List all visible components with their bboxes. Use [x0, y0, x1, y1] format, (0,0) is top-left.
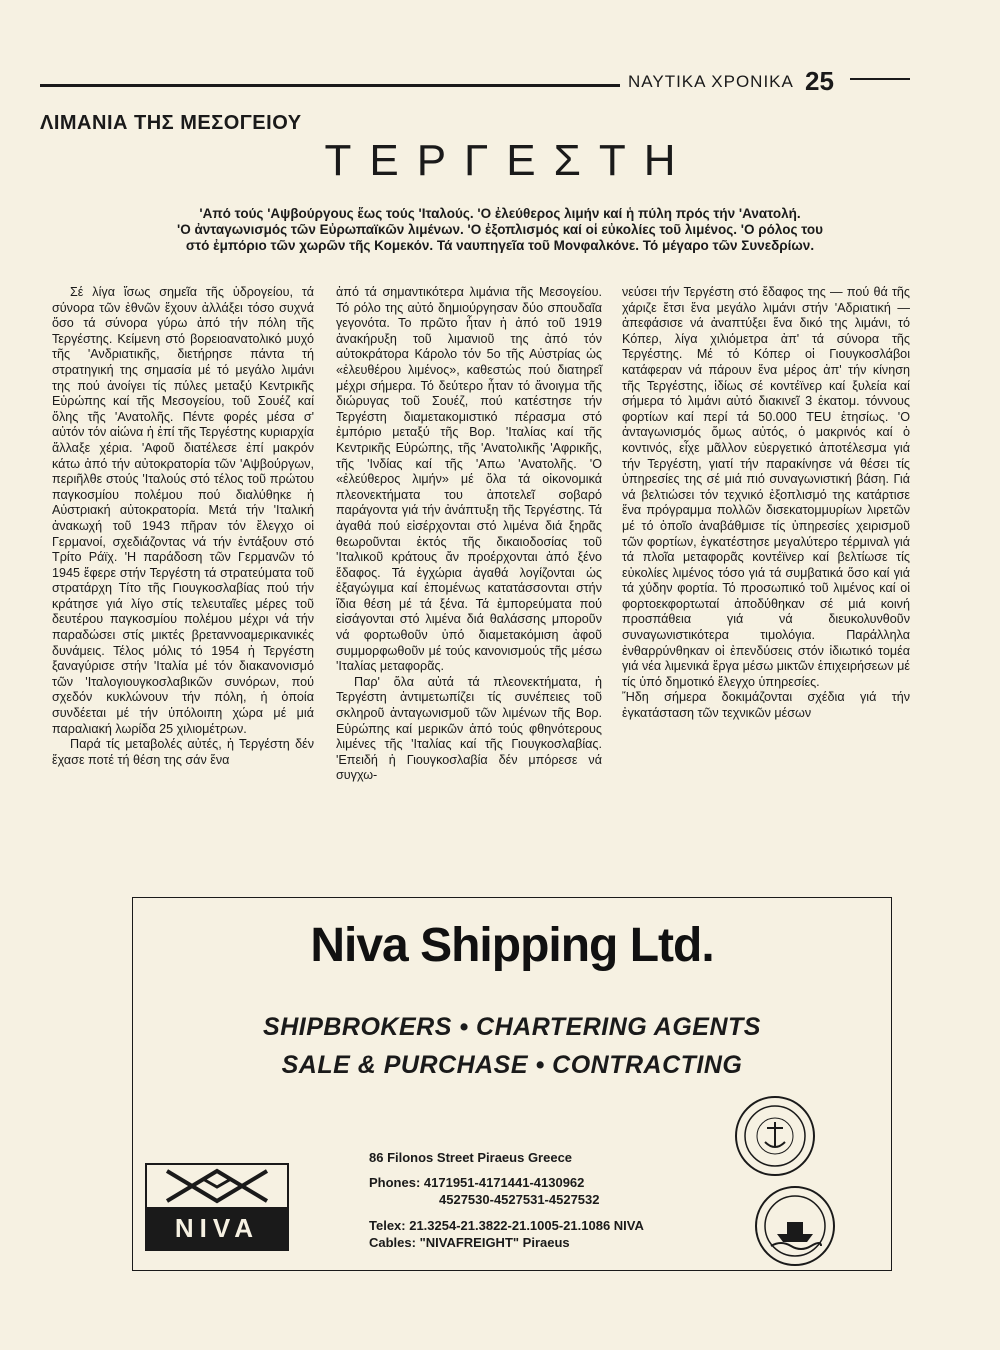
article-title: ΤΕΡΓΕΣΤΗ: [324, 136, 694, 185]
paragraph: Σέ λίγα ἴσως σημεῖα τῆς ὑδρογείου, τά σύνορα τῶν ἐθνῶν ἔχουν ἀλλάξει τόσο συχνά ὅσο τά σύνορα γύρω ἀπό τήν πόλη τῆς Τεργέστης. Κείμενη στό βορειοανατολικό μυχό τῆς 'Ανδριατικῆς, διετήρησε πάντα τή στρατηγική της σημασία μέ τό μεγάλο λιμάνι της πού ἀνοίγει τίς πύλες μεταξύ Κεντρικῆς Εὐρώπης καί τῆς Μεσογείου, τοῦ Σουέζ καί ὅλης τῆς 'Ανατολῆς. Πέντε φορές μέσα σ' αὐτόν τόν αἰώνα ἡ ἐπί τῆς Τεργέστης κυριαρχία ἄλλαξε χέρια. 'Αφοῦ διατέλεσε ἐπί μακρόν κάτω ἀπό τήν αὐτοκρατορία τῶν 'Αψβούργων, περιῆλθε στούς 'Ιταλούς στό τέλος τοῦ πρώτου παγκοσμίου πολέμου πού διαλύθηκε ἡ Αὐστριακή αὐτοκρατορία. Μετά τήν 'Ιταλική ἀνακωχή τοῦ 1943 πῆραν τόν ἔλεγχο οἱ Γερμανοί, σχεδιάζοντας νά τήν ἐντάξουν στό Τρίτο Ράϊχ. 'Η παράδοση τῶν Γερμανῶν τό 1945 ἔφερε στήν Τεργέστη τά στρατεύματα τοῦ στρατάρχη Τίτο τῆς Γιουγκοσλαβίας πού τήν κράτησε γιά λίγο στίς τελευταῖες μέρες τοῦ δευτέρου παγκοσμίου πολέμου μέχρι νά τήν παραδώσει στίς μικτές βρεταννοαμερικανικές δυνάμεις. Τέλος μόλις τό 1954 ἡ Τεργέστη ξαναγύρισε στήν 'Ιταλία μέ τόν διακανονισμό τῶν 'Ιταλογιουγκοσλαβικῶν συνόρων, πού σχεδόν κυκλώνουν τήν πόλη, ἡ ὁποία συνδέεται μέ τήν ὑπόλοιπη χώρα μέ μιά παραλιακή λωρίδα 25 χιλιομέτρων.: [52, 285, 314, 736]
advertisement-box: [132, 897, 892, 1271]
header-rule-right: [850, 78, 910, 80]
logo-mark-icon: [147, 1165, 287, 1207]
text-column-2: [336, 285, 602, 784]
page-number: 25: [805, 66, 834, 96]
ad-services-line: SALE & PURCHASE • CONTRACTING: [281, 1051, 743, 1079]
paragraph: ἀπό τά σημαντικότερα λιμάνια τῆς Μεσογείου. Τό ρόλο της αὐτό δημιούργησαν δύο σπουδαῖα γεγονότα. Το πρῶτο ἦταν ἡ ἀπό τοῦ 1919 ἀνακήρυξη τοῦ λιμανιοῦ της ἀπό τόν αὐτοκράτορα Κάρολο τόν 5ο τῆς Αὐστρίας ὡς «ἐλευθέρου λιμένος», καθεστώς πού διατηρεῖ μέχρι σήμερα. Τό δεύτερο ἦταν τό ἄνοιγμα τῆς διώρυγας τοῦ Σουέζ, πού κατέστησε τήν Τεργέστη διαμετακομιστικό πέρασμα στό ἐμπόριο μεταξύ τῆς Βορ. 'Ιταλίας καί τῆς Κεντρικῆς Εὐρώπης, τῆς 'Ανατολικῆς 'Αφρικῆς, τῆς 'Ινδίας καί τῆς 'Απω 'Ανατολῆς. 'Ο «ἐλεύθερος λιμήν» μέ ὅλα τά οἰκονομικά πλεονεκτήματα του ἀποτελεῖ σοβαρό παράγοντα γιά τήν ἀνάπτυξη τῆς Τεργέστης. Τά ἀγαθά πού εἰσέρχονται στό λιμένα διά ξηρᾶς θεωροῦνται ἐκτός τῆς δικαιοδοσίας τοῦ 'Ιταλικοῦ κράτους ἄν προέρχονται ἀπό ξένο ἔδαφος. Τά ἐγχώρια ἀγαθά λογίζονται ὡς ἐξαγώγιμα καί ἑπομένως κατατάσσονται στήν ἴδια θέση μέ τά ξένα. Τά ἐμπορεύματα πού εἰσάγονται στό λιμένα διά θαλάσσης μποροῦν νά φορτωθοῦν ὑπό διαμετακόμιση ἀφοῦ συμμορφωθοῦν μέ τούς κανονισμούς τῆς μέσω 'Ιταλίας μεταφορᾶς.: [336, 285, 602, 674]
logo-text: NIVA: [147, 1207, 287, 1249]
ad-telex: Telex: 21.3254-21.3822-21.1005-21.1086 NIVA: [369, 1218, 644, 1233]
header-rule-left: [40, 84, 620, 87]
ad-phones-cont: 4527530-4527531-4527532: [439, 1192, 600, 1207]
paragraph: Παρά τίς μεταβολές αὐτές, ἡ Τεργέστη δέν ἔχασε ποτέ τή θέση της σάν ἕνα: [52, 737, 314, 767]
paragraph: νεύσει τήν Τεργέστη στό ἔδαφος της — πού θά τῆς χάριζε ἔτσι ἕνα μεγάλο λιμάνι στήν 'Αδριατική — ἀπεφάσισε νά ἀναπτύξει ἕνα δικό της λιμάνι, τό Κόπερ, λίγα χιλιόμετρα ἀπ' τά σύνορα τῆς Τεργέστης. Μέ τό Κόπερ οἱ Γιουγκοσλάβοι κατάφεραν νά πάρουν ἕνα μέρος ἀπ' τήν κίνηση τῆς Τεργέστης, ἰδίως σέ κοντέϊνερ καί ξυλεία καί σήμερα τό λιμάνι αὐτό διακινεῖ 3 ἑκατομ. τόννους φορτίων καί περί τά 50.000 TEU ἐτησίως. 'Ο ἀνταγωνισμός ὅμως αὐτός, ὁ μακρινός καί ὁ κοντινός, εἶχε μᾶλλον εὐεργετικό ἀποτέλεσμα γιά τήν Τεργέστη, γιατί τήν παρακίνησε νά θέσει τίς ὑπηρεσίες της σέ μιά πιό συναγωνιστική βάση. Γιά νά βελτιώσει τόν τεχνικό ἐξοπλισμό της κατάρτισε ἕνα πρόγραμμα πολλῶν δισεκατομμυρίων λιρετῶν μέ τό ὁποῖο ἀναβάθμισε τίς ὑπηρεσίες χειρισμοῦ τῶν φορτίων, ἐγκατέστησε μεγαλύτερο τέρμιναλ γιά τά πλοῖα μεταφορᾶς κοντέϊνερ καί βελτίωσε τίς εὐκολίες λιμένος τόσο γιά τά συμβατικά ὅσο καί γιά τά χύδην φορτία. Τό προσωπικό τοῦ λιμένος καί οἱ φορτοεκφορτωταί ἀποδύθηκαν σέ μιά κοινή προσπάθεια γιά νά διευκολυνθοῦν συναγωνιστικότερα τιμολόγια. Παράλληλα ἐνθαρρύνθηκαν οἱ ἐπενδύσεις στόν ἰδιωτικό τομέα γιά νέα λιμενικά ἔργα μέσω μικτῶν ἐπιχειρήσεων μέ τίς ὑπό δημοτικό ἔλεγχο ὑπηρεσίες.: [622, 285, 910, 689]
lead-line: 'Από τούς 'Αψβούργους ἕως τούς 'Ιταλούς. 'Ο ἐλεύθερος λιμήν καί ἡ πύλη πρός τήν 'Ανατολή.: [199, 206, 801, 221]
ad-cables: Cables: "NIVAFREIGHT" Piraeus: [369, 1235, 570, 1250]
lead-line: 'Ο ἀνταγωνισμός τῶν Εὐρωπαϊκῶν λιμένων. 'Ο ἐξοπλισμός καί οἱ εὐκολίες τοῦ λιμένος. 'Ο ρόλος του: [177, 222, 823, 237]
paragraph: Παρ' ὅλα αὐτά τά πλεονεκτήματα, ἡ Τεργέστη ἀντιμετωπίζει τίς συνέπειες τοῦ σκληροῦ ἀνταγωνισμοῦ τῶν λιμένων τῆς Βορ. Εὐρώπης καί μερικῶν ἀπό τούς φθηνότερους λιμένες τῆς 'Ιταλίας καί τῆς Γιουγκοσλαβίας. 'Επειδή ἡ Γιουγκοσλαβία δέν μπόρεσε νά συγχω-: [336, 674, 602, 783]
ad-phones: Phones: 4171951-4171441-4130962: [369, 1175, 585, 1190]
ad-services-line: SHIPBROKERS • CHARTERING AGENTS: [263, 1013, 761, 1041]
association-seal-icon: [735, 1096, 815, 1176]
ad-company-name: Niva Shipping Ltd.: [310, 919, 714, 972]
niva-logo: [145, 1163, 289, 1251]
lead-line: στό ἐμπόριο τῶν χωρῶν τῆς Κομεκόν. Τά ναυπηγεῖα τοῦ Μονφαλκόνε. Τό μέγαρο τῶν Συνεδρίων.: [185, 238, 815, 253]
article-lead: [120, 206, 880, 254]
text-column-1: [52, 285, 314, 768]
text-column-3: [622, 285, 910, 722]
ad-address: 86 Filonos Street Piraeus Greece: [369, 1150, 573, 1165]
magazine-name: ΝΑΥΤΙΚΑ ΧΡΟΝΙΚΑ: [628, 72, 794, 91]
section-title: ΛΙΜΑΝΙΑ ΤΗΣ ΜΕΣΟΓΕΙΟΥ: [40, 112, 302, 134]
paragraph: Ἤδη σήμερα δοκιμάζονται σχέδια γιά τήν ἐγκατάσταση τῶν τεχνικῶν μέσων: [622, 690, 910, 721]
ship-seal-icon: [755, 1186, 835, 1266]
